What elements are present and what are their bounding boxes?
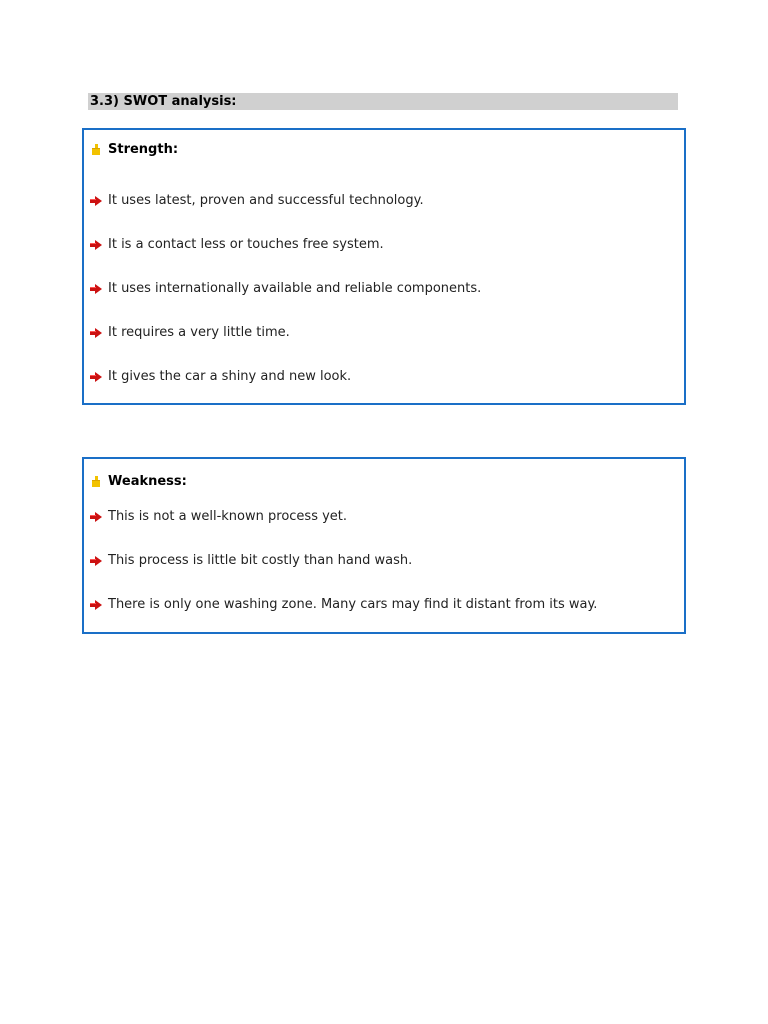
weakness-item-text: This process is little bit costly than hand wash. (108, 553, 413, 568)
strength-item-text: It requires a very little time. (108, 325, 290, 340)
arrow-right-icon (90, 240, 102, 250)
arrow-right-icon (90, 328, 102, 338)
weakness-title: Weakness: (108, 474, 187, 489)
list-item (90, 237, 384, 252)
strength-item-text: It is a contact less or touches free system. (108, 237, 384, 252)
list-item (90, 369, 351, 384)
weakness-title-row (92, 474, 187, 489)
hand-pointer-icon (92, 144, 100, 155)
weakness-item-text: There is only one washing zone. Many cars may find it distant from its way. (108, 597, 598, 612)
arrow-right-icon (90, 372, 102, 382)
arrow-right-icon (90, 284, 102, 294)
strength-box (82, 128, 686, 405)
strength-item-text: It gives the car a shiny and new look. (108, 369, 352, 384)
arrow-right-icon (90, 196, 102, 206)
strength-title-row (92, 142, 178, 157)
strength-item-text: It uses latest, proven and successful technology. (108, 193, 424, 208)
arrow-right-icon (90, 600, 102, 610)
list-item (90, 553, 412, 568)
arrow-right-icon (90, 556, 102, 566)
arrow-right-icon (90, 512, 102, 522)
section-heading: 3.3) SWOT analysis: (90, 94, 237, 109)
list-item (90, 281, 481, 296)
list-item (90, 597, 597, 612)
weakness-box (82, 457, 686, 634)
section-heading-bar (88, 93, 678, 110)
strength-item-text: It uses internationally available and reliable components. (108, 281, 482, 296)
weakness-item-text: This is not a well-known process yet. (108, 509, 348, 524)
list-item (90, 193, 424, 208)
list-item (90, 325, 290, 340)
strength-title: Strength: (108, 142, 179, 157)
hand-pointer-icon (92, 476, 100, 487)
list-item (90, 509, 347, 524)
